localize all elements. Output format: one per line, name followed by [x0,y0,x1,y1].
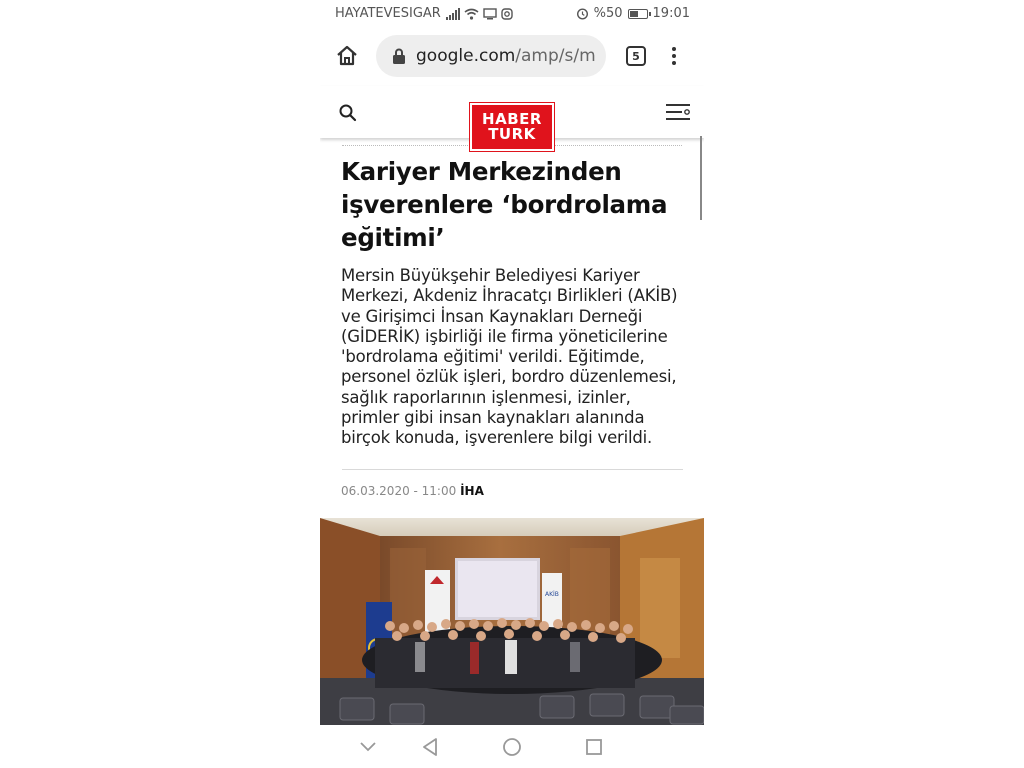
system-nav-bar [320,725,704,768]
url-text [416,46,596,66]
status-bar [320,0,704,27]
nav-hide-button[interactable] [357,736,379,758]
battery-percent: %50 [593,6,623,21]
menu-icon[interactable] [666,102,690,122]
lock-icon [392,48,406,64]
home-circle-icon [502,737,522,757]
browser-toolbar [320,27,704,85]
search-icon[interactable] [338,103,358,123]
instagram-icon [501,8,513,20]
nav-back-button[interactable] [419,736,441,758]
home-icon [335,44,359,68]
more-vert-icon[interactable] [664,41,684,71]
phone-screen [320,0,704,768]
carrier-label: HAYATEVESIGAR [335,6,441,21]
article-date: 06.03.2020 - 11:00 [341,484,457,498]
logo-line1: HABER [482,110,542,128]
tabs-count: 5 [632,49,640,63]
logo-line2: TURK [488,125,536,143]
back-icon [422,738,438,756]
alarm-icon [576,7,589,20]
article-meta [341,484,484,498]
wifi-icon [464,8,479,20]
url-path: /amp/s/m [515,46,596,66]
site-logo[interactable] [470,103,554,151]
group-photo-image [320,518,704,725]
battery-icon [628,9,648,19]
url-domain: google.com [416,46,516,66]
cast-icon [483,8,497,20]
article-photo[interactable] [320,518,704,725]
chevron-down-icon [360,742,376,752]
svg-text:AKİB: AKİB [545,591,559,598]
nav-home-button[interactable] [501,736,523,758]
article-source[interactable]: İHA [460,484,484,498]
browser-home-button[interactable] [332,41,362,71]
address-bar[interactable] [376,35,606,77]
tabs-button[interactable] [626,46,646,66]
scroll-indicator [700,136,702,220]
clock: 19:01 [652,6,690,21]
site-header [320,86,704,143]
nav-recents-button[interactable] [583,736,605,758]
article-summary: Mersin Büyükşehir Belediyesi Kariyer Merkezi, Akdeniz İhracatçı Birlikleri (AKİB) ve Girişimci İnsan Kaynakları Derneği (GİDERİK) işbirliği ile firma yöneticilerine 'bordrolama eğitimi' verildi. Eğitimde, personel özlük işleri, bordro düzenlemesi, sağlık raporlarının işlenmesi, izinler, primler gibi insan kaynakları alanında birçok konuda, işverenlere bilgi verildi. [341,266,678,448]
recents-icon [586,739,602,755]
signal-icon [446,8,460,20]
divider [342,469,683,470]
article-headline: Kariyer Merkezinden işverenlere ‘bordrolama eğitimi’ [341,157,668,252]
